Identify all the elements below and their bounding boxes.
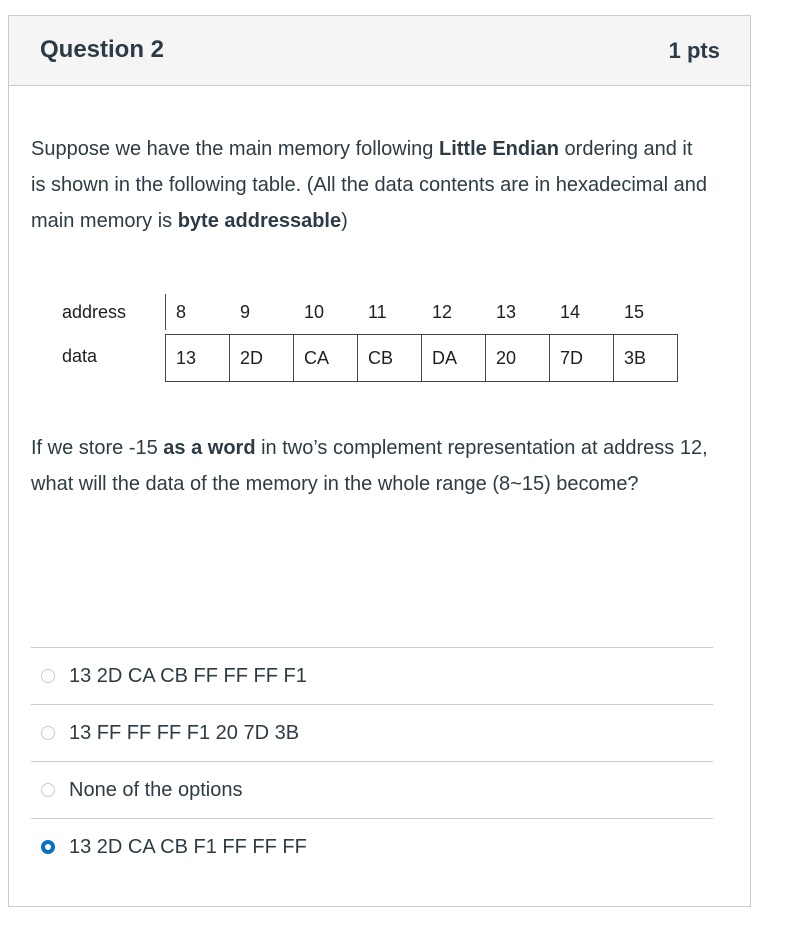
data-label: data <box>62 346 98 366</box>
data-cell: 13 <box>166 335 230 381</box>
question-intro-text-3: ) <box>341 210 348 232</box>
address-row <box>49 294 678 330</box>
data-cell: 2D <box>230 335 294 381</box>
address-cell: 14 <box>560 301 581 322</box>
address-label: address <box>62 301 127 322</box>
answer-option[interactable] <box>31 704 713 761</box>
answer-label: 13 2D CA CB F1 FF FF FF <box>69 835 307 858</box>
data-cell: 20 <box>486 335 550 381</box>
address-cell: 11 <box>368 301 387 322</box>
address-cells <box>165 294 678 330</box>
address-cell: 8 <box>176 301 187 322</box>
question-intro-bold-2: byte addressable <box>177 210 342 232</box>
prompt-bold: as a word <box>163 437 256 459</box>
address-cell: 13 <box>496 301 517 322</box>
address-cell: 9 <box>240 301 251 322</box>
data-cell: CB <box>358 335 422 381</box>
question-intro-text: Suppose we have the main memory following <box>31 138 439 160</box>
answer-label: 13 2D CA CB FF FF FF F1 <box>69 664 307 687</box>
question-intro-text-2: ordering and it is shown in the following table. (All the data contents are in hexadecimal and main memory is <box>31 138 707 232</box>
question-prompt <box>31 430 721 502</box>
answer-list <box>31 647 713 875</box>
radio-button-icon[interactable] <box>41 669 55 683</box>
question-points: 1 pts <box>668 38 720 63</box>
question-title: Question 2 <box>40 36 165 63</box>
prompt-text-2: in two’s complement representation at address 12, what will the data of the memory in the whole range (8~15) become? <box>31 437 708 495</box>
data-cells <box>165 334 678 382</box>
answer-option[interactable] <box>31 761 713 818</box>
data-cell: DA <box>422 335 486 381</box>
answer-label: None of the options <box>69 778 243 801</box>
question-intro-bold: Little Endian <box>439 138 559 160</box>
answer-option[interactable] <box>31 818 713 875</box>
memory-table <box>49 294 678 382</box>
data-cell: 7D <box>550 335 614 381</box>
data-row <box>49 330 678 382</box>
question-header <box>9 16 750 86</box>
address-cell: 15 <box>624 301 645 322</box>
radio-button-icon[interactable] <box>41 783 55 797</box>
address-cell: 12 <box>432 301 453 322</box>
radio-button-icon[interactable] <box>41 726 55 740</box>
address-cell: 10 <box>304 301 325 322</box>
radio-button-selected-icon[interactable] <box>41 840 55 854</box>
prompt-text: If we store -15 <box>31 437 164 459</box>
data-cell: CA <box>294 335 358 381</box>
data-cell: 3B <box>614 335 678 381</box>
question-text <box>31 131 711 239</box>
answer-option[interactable] <box>31 647 713 704</box>
answer-label: 13 FF FF FF F1 20 7D 3B <box>69 721 300 744</box>
